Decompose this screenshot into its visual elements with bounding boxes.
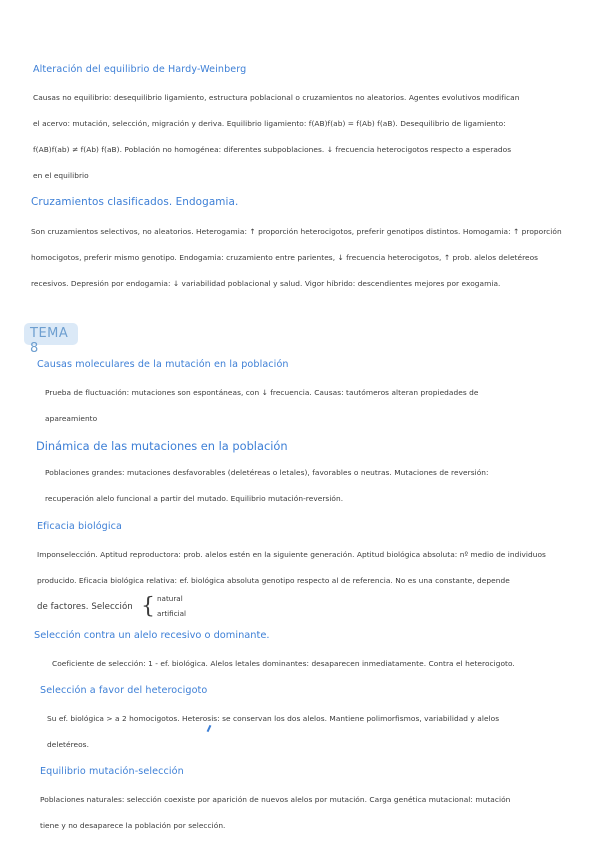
text-line: Coeficiente de selección: 1 - ef. biológica. Alelos letales dominantes: desaparecen inmediatamente. Contra el heterocigoto. — [52, 659, 515, 668]
heading-hardy-weinberg: Alteración del equilibrio de Hardy-Weinberg — [33, 64, 247, 75]
text-line: Poblaciones naturales: selección coexiste por aparición de nuevos alelos por mutación. Carga genética mutacional: mutación — [40, 795, 511, 804]
text-line: tiene y no desaparece la población por selección. — [40, 821, 226, 830]
text-line: Prueba de fluctuación: mutaciones son espontáneas, con ↓ frecuencia. Causas: tautómeros alteran propiedades de — [45, 388, 479, 397]
text-line: producido. Eficacia biológica relativa: ef. biológica absoluta genotipo respecto al de referencia. No es una constante, depende — [37, 576, 510, 585]
text-line: Son cruzamientos selectivos, no aleatorios. Heterogamia: ↑ proporción heterocigotos, preferir genotipos distintos. Homogamia: ↑ proporción — [31, 227, 562, 236]
text-line: en el equilibrio — [33, 171, 89, 180]
brace-icon: { — [141, 594, 155, 619]
pen-mark — [207, 725, 212, 732]
text-line: de factores. Selección — [37, 602, 133, 612]
branch-artificial: artificial — [157, 609, 187, 618]
text-line: Su ef. biológica > a 2 homocigotos. Heterosis: se conservan los dos alelos. Mantiene polimorfismos, variabilidad y alelos — [47, 714, 500, 723]
text-line: Poblaciones grandes: mutaciones desfavorables (deletéreas o letales), favorables o neutras. Mutaciones de reversión: — [45, 468, 489, 477]
text-line: deletéreos. — [47, 740, 89, 749]
text-line: homocigotos, preferir mismo genotipo. Endogamia: cruzamiento entre parientes, ↓ frecuencia heterocigotos, ↑ prob. alelos deletéreos — [31, 253, 539, 262]
heading-causas-moleculares: Causas moleculares de la mutación en la población — [37, 359, 289, 370]
heading-dinamica: Dinámica de las mutaciones en la población — [36, 439, 288, 453]
heading-seleccion-contra: Selección contra un alelo recesivo o dominante. — [34, 630, 270, 641]
tema-badge — [24, 323, 78, 356]
heading-cruzamientos: Cruzamientos clasificados. Endogamia. — [31, 196, 239, 208]
text-line: Causas no equilibrio: desequilibrio ligamiento, estructura poblacional o cruzamientos no aleatorios. Agentes evolutivos modifican — [33, 93, 520, 102]
heading-seleccion-favor: Selección a favor del heterocigoto — [40, 685, 208, 696]
text-line: Imponselección. Aptitud reproductora: prob. alelos estén en la siguiente generación. Aptitud biológica absoluta: nº medio de individuos — [37, 550, 546, 559]
tema-label: TEMA 8 — [30, 326, 69, 356]
text-line: recuperación alelo funcional a partir del mutado. Equilibrio mutación-reversión. — [45, 494, 344, 503]
text-line: el acervo: mutación, selección, migración y deriva. Equilibrio ligamiento: f(AB)f(ab) = f(Ab) f(aB). Desequilibrio de ligamiento: — [33, 119, 506, 128]
text-line: f(AB)f(ab) ≠ f(Ab) f(aB). Población no homogénea: diferentes subpoblaciones. ↓ frecuencia heterocigotos respecto a esperados — [33, 145, 512, 154]
heading-eficacia: Eficacia biológica — [37, 521, 122, 532]
text-line: apareamiento — [45, 414, 98, 423]
text-line: recesivos. Depresión por endogamia: ↓ variabilidad poblacional y salud. Vigor híbrido: descendientes mejores por exogamia. — [31, 279, 501, 288]
heading-equilibrio-mutacion: Equilibrio mutación-selección — [40, 766, 184, 777]
branch-natural: natural — [157, 594, 183, 603]
